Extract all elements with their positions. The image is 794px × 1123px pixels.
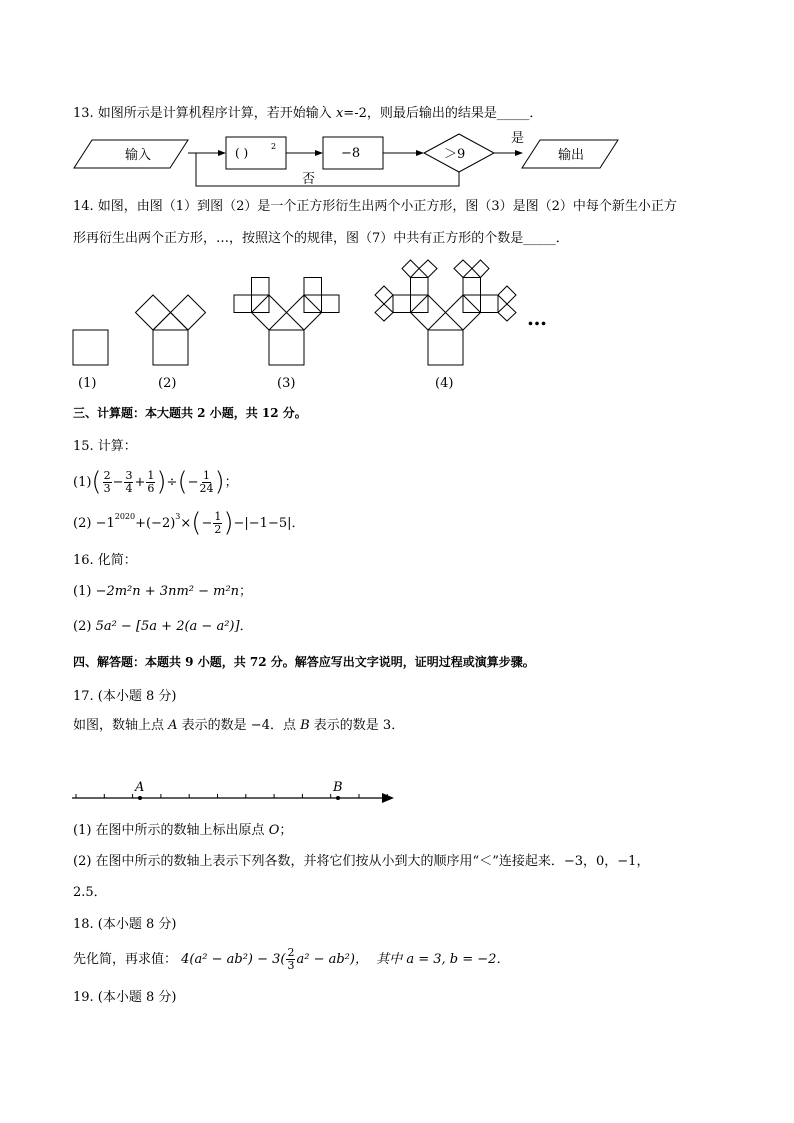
frac-3-4: $\frac{3}{4}$ — [125, 468, 133, 495]
section3-heading: 三、计算题：本大题共 2 小题，共 12 分。 — [73, 406, 307, 420]
point-a-label: A — [135, 780, 145, 795]
q18-title: 18. (本小题 8 分) — [73, 917, 177, 932]
number-line — [70, 776, 400, 810]
q16-title: 16. 化简： — [73, 553, 137, 568]
q13-text-b: =-2，则最后输出的结果是 — [343, 106, 497, 121]
q17-part2-cont: 2.5． — [73, 885, 107, 900]
frac-2-3: $\frac{2}{3}$ — [103, 468, 111, 495]
fig1-label: (1) — [78, 376, 97, 391]
flow-yes-label: 是 — [511, 131, 525, 146]
point-b-dot — [336, 796, 340, 800]
q14-line1: 14. 如图，由图（1）到图（2）是一个正方形衍生出两个小正方形，图（3）是图（2）中每个新生小正方 — [73, 199, 677, 214]
q15-title: 15. 计算： — [73, 439, 137, 454]
q13-flowchart — [70, 128, 620, 190]
q14-figures — [60, 250, 560, 395]
fig3 — [234, 278, 339, 366]
flow-arrowhead-2 — [315, 150, 323, 156]
q17-part2: (2) 在图中所示的数轴上表示下列各数，并将它们按从小到大的顺序用“＜”连接起来．−3，0，−1， — [73, 854, 650, 869]
q13-var: x — [335, 106, 344, 121]
q14-end: ． — [555, 231, 569, 246]
q16-part2: (2) 5a² − [5a + 2(a − a²)]． — [73, 619, 253, 634]
q13-text-a: 13. 如图所示是计算机程序计算，若开始输入 — [73, 106, 336, 121]
q14-line2 — [73, 232, 569, 245]
fig1-square — [73, 330, 108, 365]
section4-heading: 四、解答题：本题共 9 小题，共 72 分。解答应写出文字说明，证明过程或演算步骤。 — [73, 655, 535, 669]
flow-minus-label: −8 — [341, 146, 361, 161]
q17-part1: (1) 在图中所示的数轴上标出原点 O； — [73, 823, 293, 838]
paren-close: ) — [156, 467, 167, 497]
frac-1-24: $\frac{1}{24}$ — [199, 468, 214, 495]
q15-part2: (2) −1 $^{2020}$ +(−2) $^3$ × ( − $\frac{1}{2}$ ) −|−1−5| ． — [73, 508, 305, 538]
flow-compare-label: ＞9 — [444, 147, 466, 162]
q16-part1: (1) −2m²n + 3nm² − m²n； — [73, 584, 253, 599]
q14-blank: _____ — [523, 231, 556, 246]
point-a-dot — [138, 796, 142, 800]
q14-line2-text: 形再衍生出两个正方形，…，按照这个的规律，图（7）中共有正方形的个数是 — [73, 231, 524, 246]
q15-p2-label: (2) — [73, 515, 92, 531]
fig2-label: (2) — [158, 376, 177, 391]
flow-square-label: ( ) — [235, 146, 249, 160]
q18-stem: 先化简，再求值： 4(a² − ab²) − 3( $\frac{2}{3}$ a² − ab²)， 其中 a = 3, b = −2． — [73, 945, 510, 972]
q17-stem: 如图，数轴上点 A 表示的数是 −4．点 B 表示的数是 3． — [73, 718, 405, 733]
fig4 — [375, 260, 516, 365]
number-line-arrow — [382, 793, 394, 803]
flow-no-label: 否 — [302, 172, 316, 187]
paren-open: ( — [91, 467, 102, 497]
q13-blank: _____ — [496, 106, 530, 121]
frac-2-3-q18: $\frac{2}{3}$ — [287, 945, 295, 972]
fig2 — [136, 295, 206, 365]
flow-square-exp: 2 — [271, 142, 277, 151]
fig3-label: (3) — [277, 376, 296, 391]
flow-arrowhead-3 — [416, 150, 424, 156]
fig4-label: (4) — [435, 376, 454, 391]
q13-stem — [73, 107, 542, 120]
point-b-label: B — [333, 780, 343, 795]
frac-1-2: $\frac{1}{2}$ — [214, 509, 222, 536]
q15-p1-label: (1) — [73, 474, 92, 490]
q17-title: 17. (本小题 8 分) — [73, 689, 177, 704]
q19-title: 19. (本小题 8 分) — [73, 990, 177, 1005]
fig-ellipsis: … — [527, 306, 547, 330]
frac-1-6: $\frac{1}{6}$ — [147, 468, 155, 495]
flow-output-label: 输出 — [558, 148, 585, 163]
q13-end: ． — [529, 106, 543, 121]
q15-part1: (1) ( $\frac{2}{3}$ − $\frac{3}{4}$ + $\frac{1}{6}$ ) ÷ ( − $\frac{1}{24}$ ) ； — [73, 467, 238, 497]
flow-input-label: 输入 — [125, 148, 152, 163]
flow-arrowhead-1 — [218, 150, 226, 156]
flow-arrowhead-yes — [515, 150, 523, 156]
